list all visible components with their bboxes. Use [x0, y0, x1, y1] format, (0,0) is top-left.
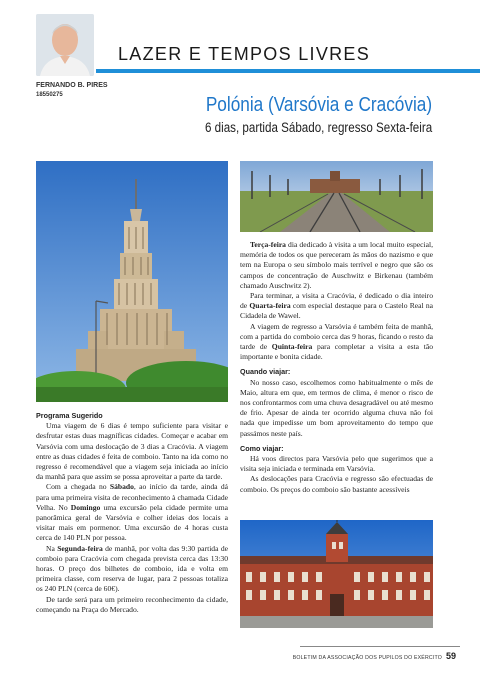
paragraph: As deslocações para Cracóvia e regresso são efectuadas de comboio. Os preços do comboio são bastante acessíveis: [240, 474, 433, 494]
paragraph: Uma viagem de 6 dias é tempo suficiente para visitar e desfrutar estas duas magníficas cidades. Começar e acabar em Varsóvia com uma deslocação de 3 dias a Cracóvia. A viagem entre as duas cidades é feita de comboio. Tanto na ida como no regresso é recomendável que a viagem seja iniciada ao início da manhã para que assim se possa aproveitar a parte da tarde.: [36, 421, 228, 482]
heading-quando-viajar: Quando viajar:: [240, 367, 291, 377]
author-name: FERNANDO B. PIRES: [36, 82, 108, 89]
photo-birkenau-railway: [240, 161, 433, 232]
footer-publication: BOLETIM DA ASSOCIAÇÃO DOS PUPILOS DO EXÉRCITO: [292, 655, 442, 661]
paragraph: Na Segunda-feira de manhã, por volta das 9:30 partida de comboio para Cracóvia com chegada prevista cerca das 13:30 horas. O preço dos bilhetes de comboio, ida e volta em primeira classe, com reserva de lugar, para 2 pessoas totaliza os 240 PLN (cerca de 60€).: [36, 543, 228, 594]
left-column-text: [36, 411, 228, 615]
photo-royal-castle: [240, 520, 433, 628]
heading-como-viajar: Como viajar:: [240, 443, 284, 453]
paragraph: De tarde será para um primeiro reconhecimento da cidade, começando na Praça do Mercado.: [36, 594, 228, 614]
page-number: 59: [445, 651, 456, 661]
right-column-text: [240, 240, 433, 495]
paragraph: Para terminar, a visita a Cracóvia, é dedicado o dia inteiro de Quarta-feira com especial destaque para o Castelo Real na Cidadela de Wawel.: [240, 291, 433, 321]
header-rule: [96, 69, 480, 73]
footer-rule: [300, 646, 460, 647]
article-title: Polónia (Varsóvia e Cracóvia): [205, 94, 432, 116]
paragraph: Com a chegada no Sábado, ao início da tarde, ainda dá para uma primeira visita de reconhecimento à chamada Cidade Velha. No Domingo uma excursão pela cidade permite uma panorâmica geral de Varsóvia e colher ideias dos locais a visitar mais em pormenor. Uma excursão de 4 horas custa cerca de 140 PLN por pessoa.: [36, 482, 229, 543]
paragraph: Há voos directos para Varsóvia pelo que sugerimos que a visita seja iniciada e terminada em Varsóvia.: [240, 454, 433, 474]
paragraph: Terça-feira dia dedicado à visita a um local muito especial, memória de todos os que pereceram às mãos do nazismo e que tem na Europa o seu símbolo mais terrível e negro que são os campos de concentração de Auschwitz e Birkenau (também chamado Auschwitz 2).: [240, 240, 433, 290]
paragraph: A viagem de regresso a Varsóvia é também feita de manhã, com a partida do comboio cerca das 9 horas, ficando o resto da tarde de Quinta-feira para completar a visita a esta tão importante e bonita cidade.: [240, 321, 433, 362]
photo-palace-of-culture: [36, 161, 228, 402]
paragraph: No nosso caso, escolhemos como habitualmente o mês de Maio, altura em que, em termos de clima, é menor o risco de nos confrontarmos com uma chuva desagradável ou até mesmo de frio. Apesar de ainda ter ocorrido alguma chuva não foi nada que impedisse um bom aproveitamento do tempo que passámos neste país.: [240, 377, 433, 438]
article-subtitle: 6 dias, partida Sábado, regresso Sexta-feira: [204, 120, 432, 135]
author-id: 18550275: [36, 92, 63, 98]
section-title: LAZER E TEMPOS LIVRES: [118, 44, 371, 64]
heading-programa-sugerido: Programa Sugerido: [36, 411, 103, 420]
author-portrait: [36, 14, 94, 76]
